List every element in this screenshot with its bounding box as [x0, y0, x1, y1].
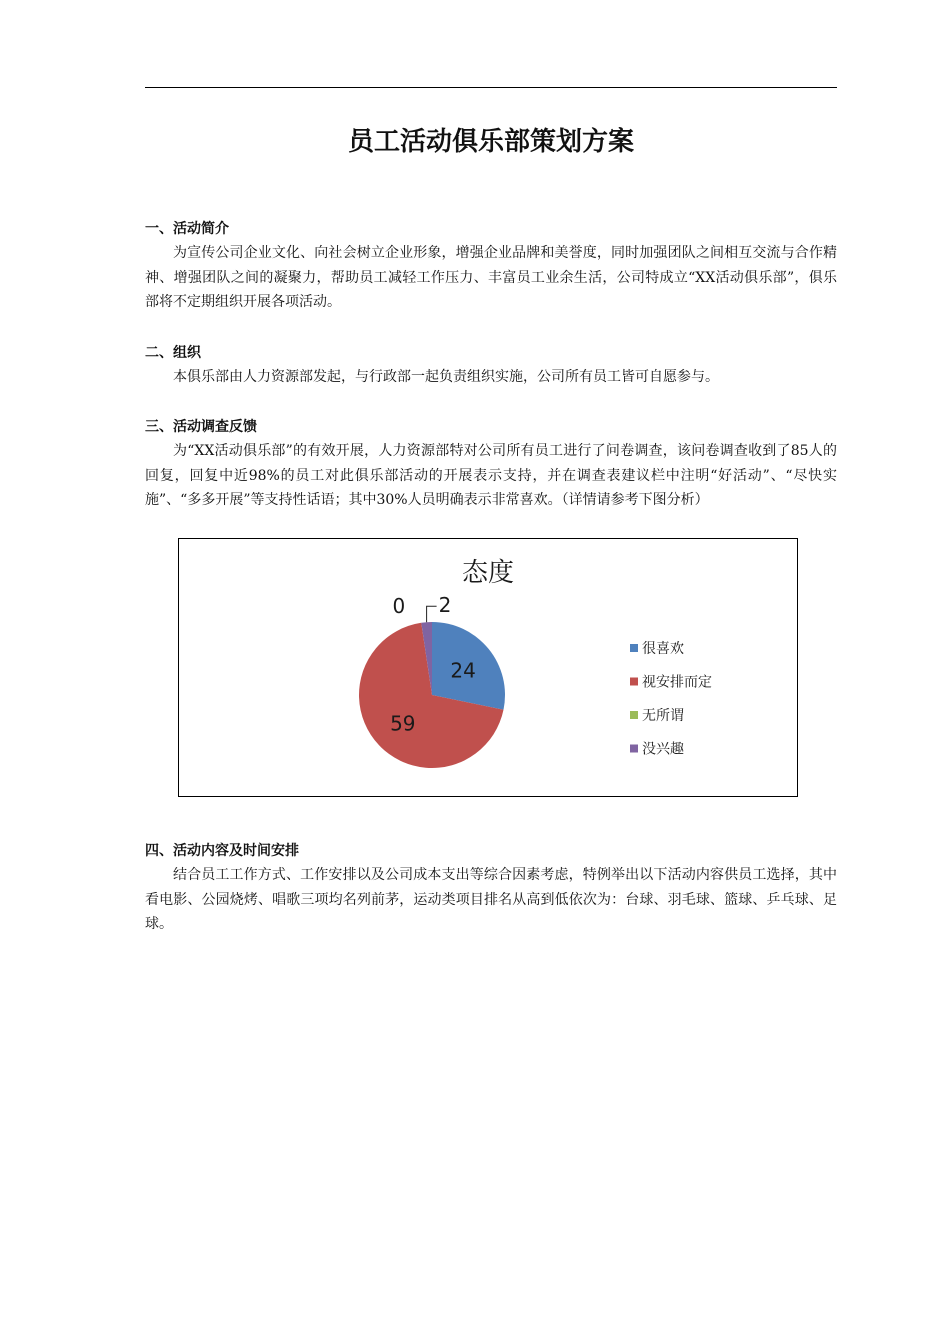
legend-label-4: 没兴趣: [642, 741, 684, 758]
section-organization: [145, 341, 837, 390]
section-heading: 四、活动内容及时间安排: [145, 843, 299, 859]
document-title: 员工活动俱乐部策划方案: [347, 127, 634, 157]
legend-swatch-1: [630, 644, 638, 652]
attitude-pie-chart: [178, 538, 798, 797]
legend-swatch-2: [630, 678, 638, 686]
section-survey: [145, 415, 837, 513]
section-body: 为“XX活动俱乐部”的有效开展，人力资源部特对公司所有员工进行了问卷调查，该问卷调查收到了85人的回复，回复中近98%的员工对此俱乐部活动的开展表示支持，并在调查表建议栏中注明“好活动”、“尽快实施”、“多多开展”等支持性话语；其中30%人员明确表示非常喜欢。（详情请参考下图分析）: [145, 443, 837, 508]
legend-label-1: 很喜欢: [642, 641, 684, 657]
section-activities: [145, 839, 837, 937]
chart-title: 态度: [461, 558, 515, 588]
section-body: 为宣传公司企业文化、向社会树立企业形象，增强企业品牌和美誉度，同时加强团队之间相互交流与合作精神、增强团队之间的凝聚力，帮助员工减轻工作压力、丰富员工业余生活，公司特成立“XX活动俱乐部”，俱乐部将不定期组织开展各项活动。: [145, 245, 837, 310]
data-label-slice-4: 2: [438, 593, 452, 618]
legend-swatch-3: [630, 711, 638, 719]
section-body: 结合员工工作方式、工作安排以及公司成本支出等综合因素考虑，特例举出以下活动内容供员工选择，其中看电影、公园烧烤、唱歌三项均名列前茅，运动类项目排名从高到低依次为：台球、羽毛球、篮球、乒乓球、足球。: [145, 867, 837, 932]
section-intro: [145, 217, 837, 315]
leader-line-slice-4: [427, 606, 437, 622]
header-rule: [145, 87, 837, 88]
legend-label-2: 视安排而定: [642, 674, 712, 691]
section-heading: 一、活动简介: [145, 221, 229, 237]
legend-swatch-4: [630, 745, 638, 753]
pie-chart-svg: [179, 539, 797, 796]
data-label-slice-3: 0: [392, 593, 406, 618]
section-heading: 二、组织: [145, 345, 201, 361]
legend-label-3: 无所谓: [642, 708, 684, 724]
section-body: 本俱乐部由人力资源部发起，与行政部一起负责组织实施，公司所有员工皆可自愿参与。: [173, 369, 719, 385]
data-label-slice-2: 59: [390, 711, 416, 736]
section-heading: 三、活动调查反馈: [145, 419, 257, 435]
data-label-slice-1: 24: [450, 658, 476, 683]
